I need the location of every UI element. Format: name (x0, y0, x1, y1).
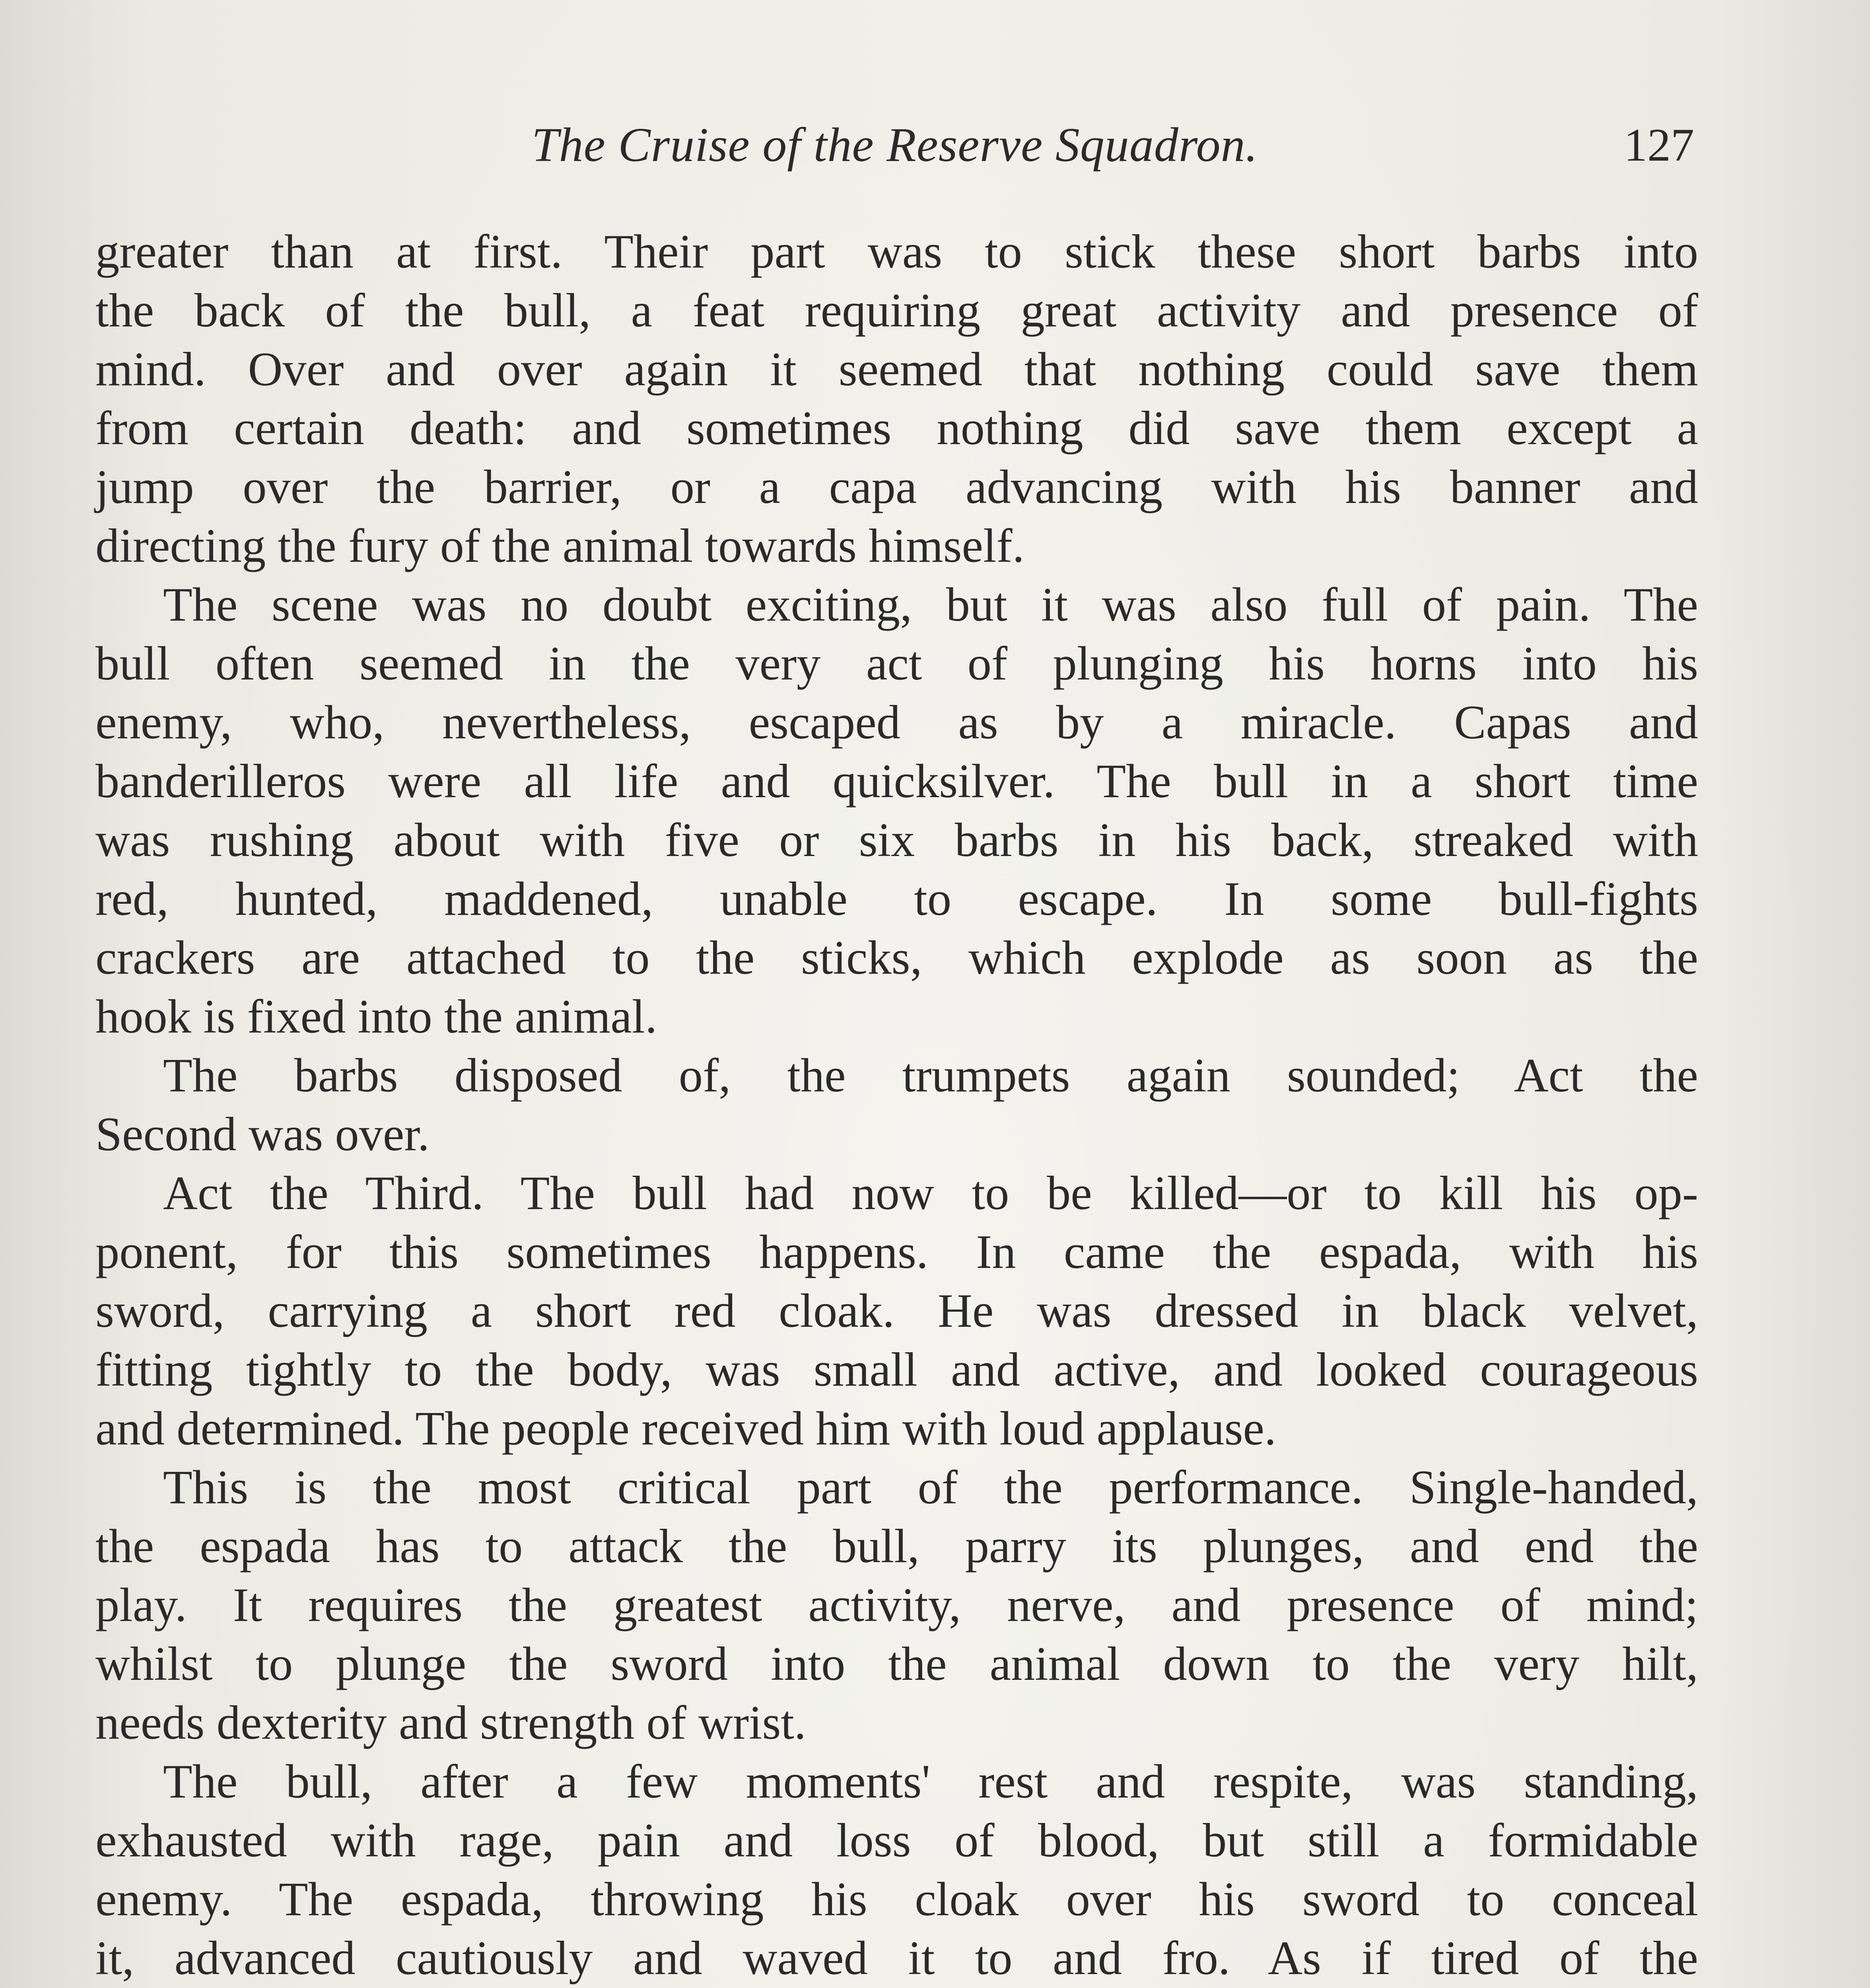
text-line: fitting tightly to the body, was small and active, and looked courageous (95, 1343, 1698, 1396)
text-line: exhausted with rage, pain and loss of blood, but still a formidable (95, 1814, 1698, 1867)
text-line: mind. Over and over again it seemed that nothing could save them (95, 343, 1698, 396)
text-line: it, advanced cautiously and waved it to and fro. As if tired of the (95, 1932, 1698, 1985)
text-line: directing the fury of the animal towards himself. (95, 520, 1024, 573)
text-line: ponent, for this sometimes happens. In came the espada, with his (95, 1226, 1698, 1279)
paragraph (95, 1164, 1698, 1458)
text-line: The bull, after a few moments' rest and respite, was standing, (163, 1755, 1698, 1808)
running-title: The Cruise of the Reserve Squadron. (531, 118, 1258, 172)
text-line: hook is fixed into the animal. (95, 990, 657, 1043)
text-line: enemy. The espada, throwing his cloak over his sword to conceal (95, 1873, 1698, 1926)
text-line: bull often seemed in the very act of plunging his horns into his (95, 637, 1698, 690)
text-line: Second was over. (95, 1108, 430, 1161)
text-line: The scene was no doubt exciting, but it was also full of pain. The (163, 579, 1698, 631)
text-line: enemy, who, nevertheless, escaped as by a miracle. Capas and (95, 696, 1698, 749)
text-line: Act the Third. The bull had now to be killed—or to kill his op- (163, 1167, 1698, 1220)
paragraph (95, 1046, 1698, 1164)
text-line: the espada has to attack the bull, parry its plunges, and end the (95, 1520, 1698, 1573)
text-line: and determined. The people received him with loud applause. (95, 1402, 1277, 1455)
text-line: banderilleros were all life and quicksilver. The bull in a short time (95, 755, 1698, 808)
paragraph (95, 223, 1698, 576)
text-line: This is the most critical part of the performance. Single-handed, (163, 1461, 1698, 1514)
text-line: greater than at first. Their part was to stick these short barbs into (95, 225, 1698, 278)
text-line: from certain death: and sometimes nothing did save them except a (95, 402, 1698, 455)
paragraph (95, 1458, 1698, 1753)
text-line: needs dexterity and strength of wrist. (95, 1697, 806, 1749)
paragraph (95, 576, 1698, 1046)
text-line: crackers are attached to the sticks, which explode as soon as the (95, 932, 1698, 984)
text-line: was rushing about with five or six barbs in his back, streaked with (95, 814, 1698, 867)
text-line: red, hunted, maddened, unable to escape. In some bull-fights (95, 873, 1698, 926)
text-line: play. It requires the greatest activity, nerve, and presence of mind; (95, 1579, 1698, 1632)
text-line: whilst to plunge the sword into the animal down to the very hilt, (95, 1638, 1698, 1691)
text-line: The barbs disposed of, the trumpets again sounded; Act the (163, 1049, 1698, 1102)
page-number: 127 (1624, 119, 1694, 171)
page-header (95, 111, 1694, 179)
paragraph (95, 1753, 1698, 1988)
text-line: jump over the barrier, or a capa advancing with his banner and (95, 461, 1698, 514)
body-text (95, 223, 1698, 1988)
text-line: the back of the bull, a feat requiring great activity and presence of (95, 284, 1698, 337)
text-line: sword, carrying a short red cloak. He was dressed in black velvet, (95, 1285, 1698, 1338)
